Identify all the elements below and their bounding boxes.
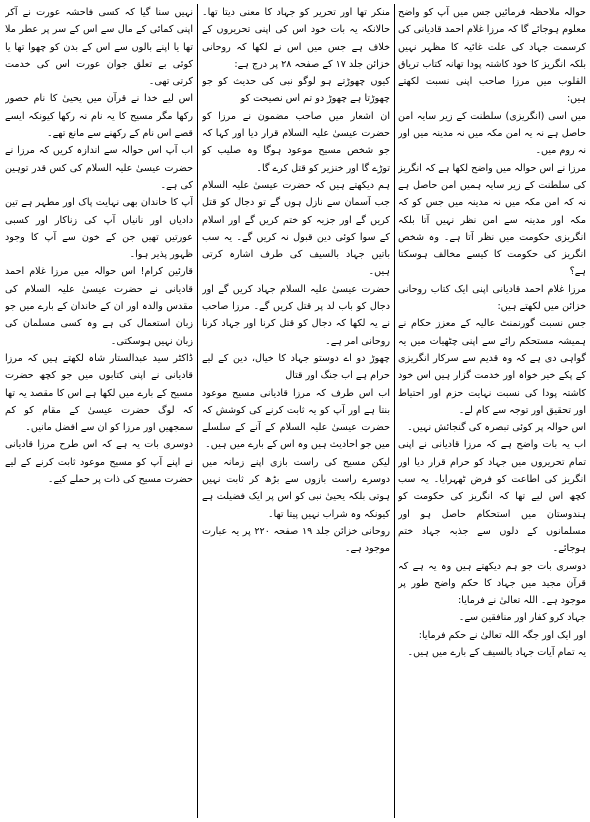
paragraph: آپ کا خاندان بھی نہایت پاک اور مطہر ہے تین دادیاں اور نانیاں آپ کی زناکار اور کسبی عورتیں تھیں جن کے خون سے آپ کا وجود ظہور پذیر ہوا۔ [5,197,193,261]
paragraph: ہم دیکھتے ہیں کہ حضرت عیسیٰ علیہ السلام جب آسمان سے نازل ہوں گے تو دجال کو قتل کریں گے اور جزیہ کو ختم کریں گے اور اسلام کے سوا کوئی دین قبول نہ کریں گے۔ یہ سب باتیں جہاد بالسیف کی طرف اشارہ کرتی ہیں۔ [202,179,390,278]
paragraph: مرزا غلام احمد قادیانی اپنی ایک کتاب روحانی خزائن میں لکھتے ہیں: [398,283,586,313]
paragraph: اس حوالہ پر کوئی تبصرہ کی گنجائش نہیں۔ [407,422,586,434]
paragraph: مرزا نے اس حوالہ میں واضح لکھا ہے کہ انگریز کی سلطنت کے زیر سایہ ہمیں امن حاصل ہے نہ کہ امن مکہ میں نہ مدینہ میں جس کو کہ مکہ اور مدینہ سے امن نظر نہیں آتا بلکہ انگریزی حکومت میں نظر آتا ہے۔ وہ شخص انگریز کی حکومت کا کیسے مخالف ہوسکتا ہے؟ [398,162,586,278]
paragraph: دوسری بات یہ ہے کہ اس طرح مرزا قادیانی نے اپنے آپ کو مسیح موعود ثابت کرنے کے لیے حضرت مسیح کی ذات پر حملے کیے۔ [5,439,193,486]
text-column-left [5,4,193,818]
paragraph: منکر تھا اور تحریر کو جہاد کا معنی دیتا تھا۔ حالانکہ یہ بات خود اس کی اپنی تحریروں کے خلاف ہے جس میں اس نے لکھا کہ روحانی خزائن جلد ۱۷ کے صفحہ ۲۸ پر درج ہے: [202,7,390,70]
paragraph: اس لیے خدا نے قرآن میں یحییٰ کا نام حصور رکھا مگر مسیح کا یہ نام نہ رکھا کیونکہ ایسے قصے اس نام کے رکھنے سے مانع تھے۔ [5,93,193,140]
paragraph: چھوڑ دو اے دوستو جہاد کا خیال، دین کے لیے حرام ہے اب جنگ اور قتال [202,352,390,382]
paragraph: اور ایک اور جگہ اللہ تعالیٰ نے حکم فرمایا: [418,629,586,641]
paragraph: یہ تمام آیات جہاد بالسیف کے بارے میں ہیں۔ [407,646,586,658]
paragraph: روحانی خزائن جلد ۱۹ صفحہ ۲۲۰ پر یہ عبارت موجود ہے۔ [202,525,390,555]
text-column-middle [202,4,390,818]
column-divider [394,4,395,818]
paragraph: میں اسی (انگریزی) سلطنت کے زیر سایہ امن حاصل ہے نہ یہ امن مکہ میں نہ مدینہ میں اور نہ روم میں۔ [398,110,586,157]
paragraph: حضرت عیسیٰ علیہ السلام جہاد کریں گے اور دجال کو باب لد پر قتل کریں گے۔ مرزا صاحب نے یہ لکھا کہ دجال کو قتل کرنا اور جہاد کرنا روحانی امر ہے۔ [202,283,390,347]
paragraph: جس نسبت گورنمنٹ عالیہ کے معزز حکام نے ہمیشہ مستحکم رائے سے اپنی چٹھیات میں یہ گواہی دی ہے کہ وہ قدیم سے سرکار انگریزی کے پکے خیر خواہ اور خدمت گزار ہیں اس خود کاشتہ پودا کی نسبت نہایت حزم اور احتیاط اور تحقیق اور توجہ سے کام لے۔ [398,318,586,416]
paragraph: لیکن مسیح کی راست بازی اپنے زمانہ میں دوسرے راست بازوں سے بڑھ کر ثابت نہیں ہوتی بلکہ یحییٰ نبی کو اس پر ایک فضیلت ہے کیونکہ وہ شراب نہیں پیتا تھا۔ [202,456,390,520]
column-divider [197,4,198,818]
paragraph: اب اس طرف کہ مرزا قادیانی مسیح موعود بنتا ہے اور آپ کو یہ ثابت کرنے کی کوشش کہ حضرت عیسیٰ علیہ السلام کے آنے کے سلسلے میں جو احادیث ہیں وہ اس کے بارے میں ہیں۔ [202,387,390,451]
paragraph: دوسری بات جو ہم دیکھتے ہیں وہ یہ ہے کہ قرآن مجید میں جہاد کا حکم واضح طور پر موجود ہے۔ اللہ تعالیٰ نے فرمایا: [398,560,586,607]
paragraph: کیوں چھوڑتے ہو لوگو نبی کی حدیث کو جو چھوڑتا ہے چھوڑ دو تم اس نصیحت کو [202,76,390,105]
paragraph: جہاد کرو کفار اور منافقین سے۔ [458,612,586,624]
paragraph: ان اشعار میں صاحب مضمون نے مرزا کو حضرت عیسیٰ علیہ السلام قرار دیا اور کہا کہ جو شخص مسیح موعود ہوگا وہ صلیب کو توڑے گا اور خنزیر کو قتل کرے گا۔ [202,110,390,174]
paragraph: نہیں سنا گیا کہ کسی فاحشہ عورت نے آکر اپنی کمائی کے مال سے اس کے سر پر عطر ملا تھا یا اپنے بالوں سے اس کے بدن کو چھوا تھا یا کوئی بے تعلق جوان عورت اس کی خدمت کرتی تھی۔ [5,7,193,88]
paragraph: اب آپ اس حوالہ سے اندازہ کریں کہ مرزا نے حضرت عیسیٰ علیہ السلام کی کس قدر توہین کی ہے۔ [5,145,193,191]
text-column-right [398,4,586,818]
paragraph: حوالہ ملاحظہ فرمائیں جس میں آپ کو واضح معلوم ہوجائے گا کہ مرزا غلام احمد قادیانی کی کرسمت جہاد کی علت غائیہ کا مظہر نہیں بلکہ انگریز کا خود کاشتہ پودا تھانہ کتاب تریاق القلوب میں مرزا صاحب اپنی نسبت لکھتے ہیں: [398,7,586,105]
paragraph: اب یہ بات واضح ہے کہ مرزا قادیانی نے اپنی تمام تحریروں میں جہاد کو حرام قرار دیا اور انگریز کی اطاعت کو فرض ٹھہرایا۔ یہ سب کچھ اس لیے تھا کہ انگریز کی حکومت کو ہندوستان میں استحکام حاصل ہو اور مسلمانوں کے دلوں سے جذبہ جہاد ختم ہوجائے۔ [398,439,586,555]
paragraph: ڈاکٹر سید عبدالستار شاہ لکھتے ہیں کہ مرزا قادیانی نے اپنی کتابوں میں جو کچھ حضرت مسیح کے بارے میں لکھا ہے اس کا مقصد یہ تھا کہ لوگ حضرت عیسیٰ کے مقام کو کم سمجھیں اور مرزا کو ان سے افضل مانیں۔ [5,352,193,434]
paragraph: قارئین کرام! اس حوالہ میں مرزا غلام احمد قادیانی نے حضرت عیسیٰ علیہ السلام کی مقدس والدہ اور ان کے خاندان کے بارے میں جو زبان استعمال کی ہے وہ کسی مسلمان کی زبان نہیں ہوسکتی۔ [5,266,193,347]
